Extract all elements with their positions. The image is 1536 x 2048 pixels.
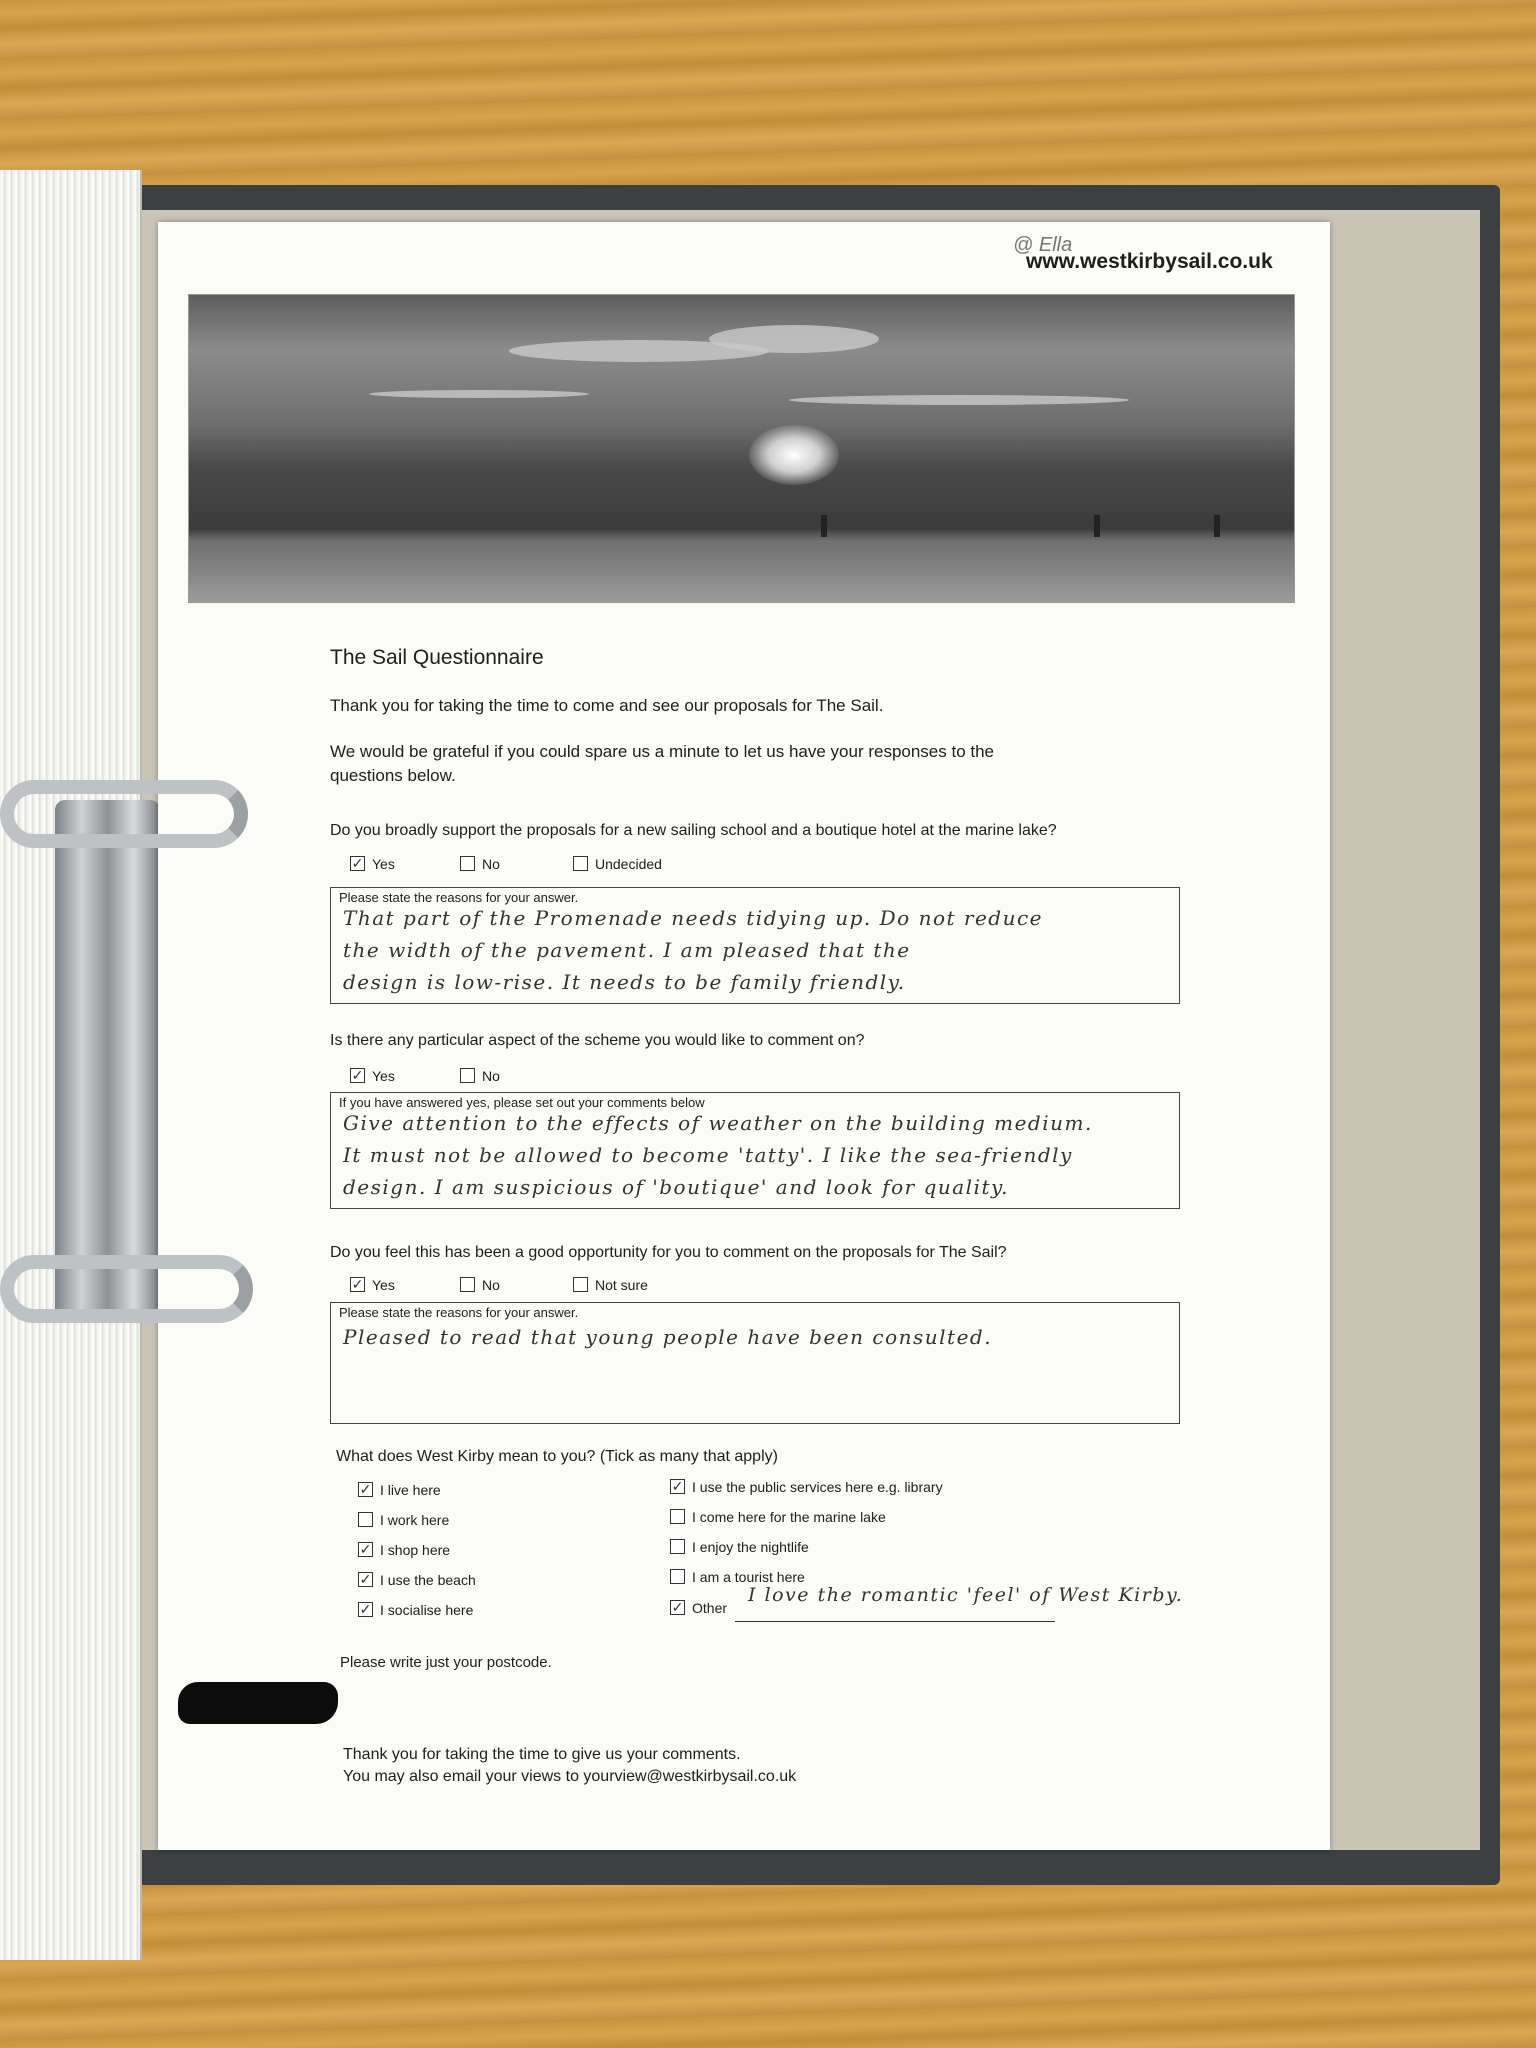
q2-yes-checkbox[interactable]: ✓ (351, 1067, 364, 1083)
binder-ring-bottom (0, 1255, 253, 1323)
q4-socialise-label: I socialise here (380, 1602, 474, 1618)
q4-beach-label: I use the beach (380, 1572, 476, 1588)
q3-yes-label: Yes (372, 1277, 395, 1293)
q2-prompt: If you have answered yes, please set out your comments below (339, 1095, 705, 1110)
q4-marine-lake-checkbox[interactable] (670, 1509, 685, 1524)
question-4: What does West Kirby mean to you? (Tick as many that apply) (336, 1448, 778, 1465)
question-1: Do you broadly support the proposals for a new sailing school and a boutique hotel at the marine lake? (330, 822, 1057, 839)
q2-no-label: No (482, 1068, 500, 1084)
q4-beach-checkbox[interactable]: ✓ (359, 1571, 372, 1587)
email-text: You may also email your views to yourview@westkirbysail.co.uk (343, 1768, 797, 1785)
intro-text-3: questions below. (330, 766, 456, 785)
q4-shop-here-checkbox[interactable]: ✓ (359, 1541, 372, 1557)
questionnaire-page (158, 222, 1330, 1850)
q3-answer-box[interactable] (330, 1302, 1180, 1424)
postcode-redaction (178, 1682, 338, 1724)
q4-live-here-checkbox[interactable]: ✓ (359, 1481, 372, 1497)
q1-prompt: Please state the reasons for your answer. (339, 890, 579, 905)
q1-answer-box[interactable] (330, 887, 1180, 1004)
q1-undecided-checkbox[interactable] (573, 856, 588, 871)
q4-live-here-label: I live here (380, 1482, 441, 1498)
q1-undecided-label: Undecided (595, 856, 662, 872)
q2-no-checkbox[interactable] (460, 1068, 475, 1083)
q2-answer-line: design. I am suspicious of 'boutique' and look for quality. (343, 1175, 1009, 1199)
q1-yes-checkbox[interactable]: ✓ (351, 855, 364, 871)
q1-no-checkbox[interactable] (460, 856, 475, 871)
q3-yes-checkbox[interactable]: ✓ (351, 1276, 364, 1292)
q2-answer-box[interactable] (330, 1092, 1180, 1209)
ring-mechanism (55, 800, 160, 1320)
q3-prompt: Please state the reasons for your answer. (339, 1305, 579, 1320)
binder-ring-top (0, 780, 248, 848)
q2-answer-line: Give attention to the effects of weather on the building medium. (343, 1111, 1093, 1135)
header-photo (188, 294, 1295, 603)
q4-marine-lake-label: I come here for the marine lake (692, 1509, 886, 1525)
q3-not-sure-label: Not sure (595, 1277, 648, 1293)
q1-answer-line: design is low-rise. It needs to be family friendly. (343, 970, 906, 994)
sun (749, 425, 839, 485)
other-answer-underline (735, 1621, 1055, 1622)
q4-socialise-checkbox[interactable]: ✓ (359, 1601, 372, 1617)
q4-work-here-checkbox[interactable] (358, 1512, 373, 1527)
q4-work-here-label: I work here (380, 1512, 450, 1528)
q3-no-label: No (482, 1277, 500, 1293)
q4-public-services-label: I use the public services here e.g. library (692, 1479, 943, 1495)
postcode-prompt: Please write just your postcode. (340, 1654, 552, 1671)
q3-no-checkbox[interactable] (460, 1277, 475, 1292)
q3-answer-line: Pleased to read that young people have been consulted. (343, 1325, 993, 1349)
intro-text: Thank you for taking the time to come and see our proposals for The Sail. (330, 696, 884, 715)
q4-nightlife-checkbox[interactable] (670, 1539, 685, 1554)
q4-public-services-checkbox[interactable]: ✓ (671, 1478, 684, 1494)
website-url: www.westkirbysail.co.uk (1026, 250, 1273, 273)
q4-other-answer: I love the romantic 'feel' of West Kirby. (748, 1584, 1184, 1606)
q3-not-sure-checkbox[interactable] (573, 1277, 588, 1292)
question-2: Is there any particular aspect of the scheme you would like to comment on? (330, 1032, 865, 1049)
q1-answer-line: That part of the Promenade needs tidying up. Do not reduce (343, 906, 1044, 930)
q4-tourist-label: I am a tourist here (692, 1569, 805, 1585)
q2-answer-line: It must not be allowed to become 'tatty'. I like the sea-friendly (343, 1143, 1073, 1167)
q4-other-checkbox[interactable]: ✓ (671, 1599, 684, 1615)
q4-tourist-checkbox[interactable] (670, 1569, 685, 1584)
form-title: The Sail Questionnaire (330, 646, 544, 669)
handwritten-note: @ Ella (1013, 234, 1073, 256)
q4-shop-here-label: I shop here (380, 1542, 451, 1558)
thanks-text: Thank you for taking the time to give us your comments. (343, 1746, 741, 1763)
q2-yes-label: Yes (372, 1068, 395, 1084)
q1-no-label: No (482, 856, 500, 872)
intro-text-2: We would be grateful if you could spare us a minute to let us have your responses to the (330, 742, 995, 761)
q1-yes-label: Yes (372, 856, 395, 872)
question-3: Do you feel this has been a good opportunity for you to comment on the proposals for The Sail? (330, 1244, 1007, 1261)
q1-answer-line: the width of the pavement. I am pleased that the (343, 938, 911, 962)
q4-nightlife-label: I enjoy the nightlife (692, 1539, 809, 1555)
q4-other-label: Other (692, 1600, 728, 1616)
